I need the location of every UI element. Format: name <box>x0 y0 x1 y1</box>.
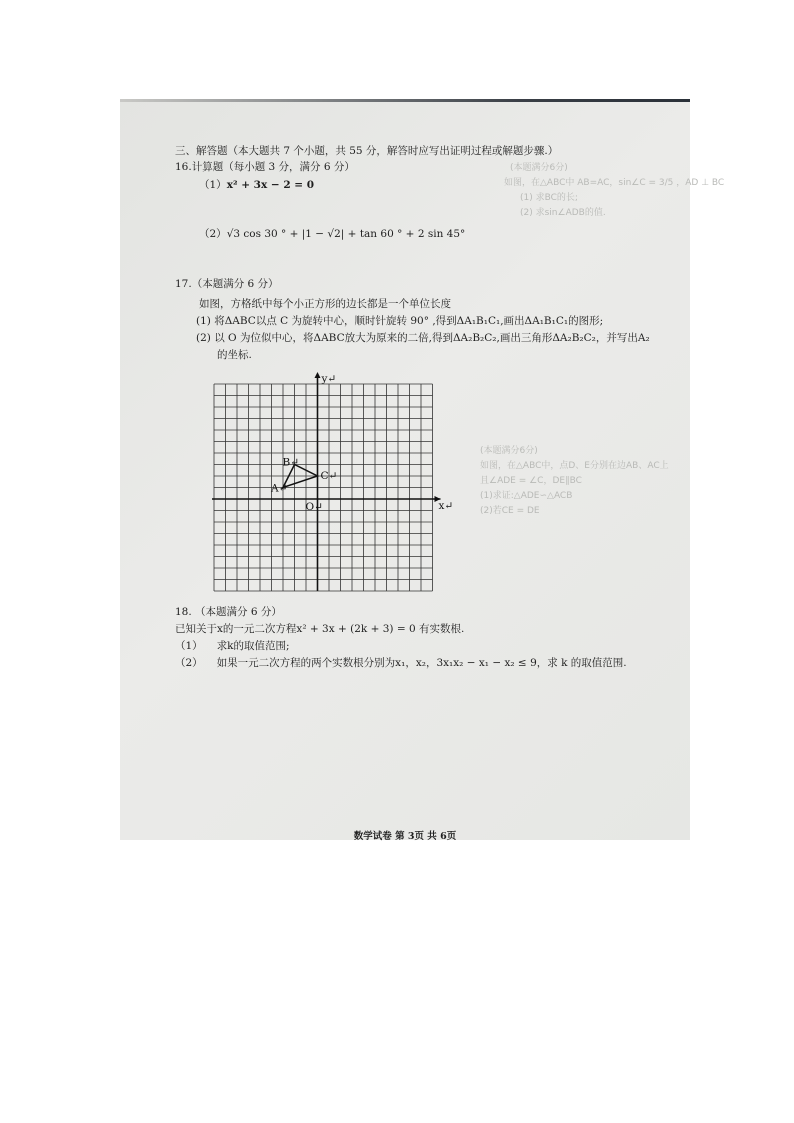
q17-part2-line1: (2) 以 O 为位似中心，将ΔABC放大为原来的二倍,得到ΔA₂B₂C₂,画出三角形ΔA₂B₂C₂，并写出A₂ <box>196 332 650 344</box>
q18-intro: 已知关于x的一元二次方程x² + 3x + (2k + 3) = 0 有实数根. <box>175 623 465 635</box>
ghost-line: (1) 求BC的长; <box>520 193 578 203</box>
ghost-line: (2)若CE = DE <box>480 506 540 516</box>
q16-part2-expr: √3 cos 30 ° + |1 − √2| + tan 60 ° + 2 sin 45° <box>226 228 466 240</box>
q17-part1: (1) 将ΔABC以点 C 为旋转中心，顺时针旋转 90° ,得到ΔA₁B₁C₁,画出ΔA₁B₁C₁的图形; <box>196 315 604 327</box>
q18-part2 <box>175 656 627 670</box>
page-footer: 数学试卷 第 3页 共 6页 <box>353 831 457 842</box>
ghost-line: 且∠ADE = ∠C，DE∥BC <box>480 476 582 486</box>
q17-title: 17.（本题满分 6 分） <box>175 278 279 290</box>
show-through-mid-right <box>480 444 669 519</box>
section-header: 三、解答题（本大题共 7 个小题，共 55 分，解答时应写出证明过程或解题步骤.） <box>175 145 559 157</box>
q16-part2 <box>199 227 465 241</box>
q16-part2-label: （2） <box>199 228 227 240</box>
coordinate-grid-figure <box>211 370 461 610</box>
q17-intro: 如图，方格纸中每个小正方形的边长都是一个单位长度 <box>199 298 451 310</box>
q16-part1-expr: x² + 3x − 2 = 0 <box>226 179 315 191</box>
ghost-line: (本题满分6分) <box>480 446 538 456</box>
y-axis-arrow <box>315 372 321 378</box>
q16-title: 16.计算题（每小题 3 分，满分 6 分） <box>175 161 355 173</box>
page-edge-shadow <box>120 99 690 102</box>
q18-part2-label: （2） <box>175 657 203 669</box>
ghost-line: 如图，在△ABC中 AB=AC，sin∠C = 3/5 ，AD ⊥ BC <box>504 178 725 188</box>
q16-part1-label: （1） <box>199 179 227 191</box>
label-b: B↵ <box>282 456 300 469</box>
ghost-line: (本题满分6分) <box>510 163 568 173</box>
ghost-line: 如图，在△ABC中，点D、E分别在边AB、AC上 <box>480 461 669 471</box>
ghost-line: (2) 求sin∠ADB的值. <box>520 208 606 218</box>
q18-part2-text: 如果一元二次方程的两个实数根分别为x₁，x₂，3x₁x₂ − x₁ − x₂ ≤ 9，求 k 的取值范围. <box>216 657 627 669</box>
q18-title: 18. （本题满分 6 分） <box>175 606 282 618</box>
label-c: C↵ <box>320 470 338 482</box>
grid-svg <box>211 370 461 610</box>
ghost-line: (1)求证:△ADE∽△ACB <box>480 491 573 501</box>
q17-part2-line2: 的坐标. <box>217 349 252 361</box>
label-x: x↵ <box>438 500 454 512</box>
q18-part1 <box>175 639 290 653</box>
label-a: A↵ <box>271 482 288 495</box>
q18-part1-label: （1） <box>175 640 203 652</box>
label-o: O↵ <box>305 501 323 513</box>
q18-part1-text: 求k的取值范围; <box>216 640 290 652</box>
scanned-page <box>120 99 725 842</box>
label-y: y↵ <box>321 373 337 385</box>
show-through-top-right <box>504 161 725 221</box>
q16-part1 <box>199 178 314 192</box>
